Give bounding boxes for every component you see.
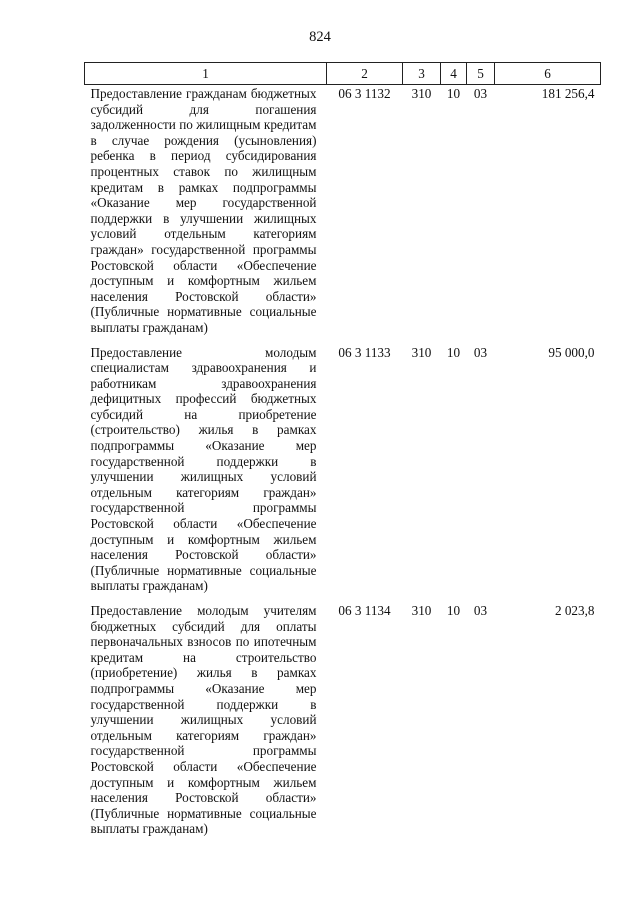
header-col-6: 6 (495, 63, 601, 85)
row-name: Предоставление молодым учителям бюджетных субсидий для оплаты первоначальных взносов по ипотечным кредитам на строительство (приобретение) жилья в рамках подпрограммы «Оказание мер государственной поддержки в улучшении жилищных условий отдельным категориям граждан» государственной программы Ростовской области «Обеспечение доступным и комфортным жильем населения Ростовской области» (Публичные нормативные социальные выплаты гражданам) (90, 603, 317, 837)
row-expense-type: 310 (411, 86, 432, 101)
header-row (85, 63, 601, 85)
header-col-4: 4 (441, 63, 467, 85)
table-row (85, 344, 601, 603)
header-col-1: 1 (85, 63, 327, 85)
row-section: 10 (446, 603, 461, 618)
row-section: 10 (446, 344, 461, 360)
row-name: Предоставление гражданам бюджетных субсидий для погашения задолженности по жилищным кредитам в случае рождения (усыновления) ребенка в период субсидирования процентных ставок по жилищным кредитам в рамках подпрограммы «Оказание мер государственной поддержки в улучшении жилищных условий отдельным категориям граждан» государственной программы Ростовской области «Обеспечение доступным и комфортным жильем населения Ростовской области» (Публичные нормативные социальные выплаты гражданам) (90, 86, 317, 335)
row-target-code: 06 3 1134 (338, 603, 391, 618)
row-subsection: 03 (473, 603, 488, 618)
header-col-3: 3 (403, 63, 441, 85)
header-col-2: 2 (327, 63, 403, 85)
row-target-code: 06 3 1132 (338, 86, 391, 101)
row-subsection: 03 (473, 86, 488, 101)
row-target-code: 06 3 1133 (338, 344, 391, 360)
row-expense-type: 310 (411, 603, 432, 618)
table-row (85, 602, 601, 845)
row-amount: 181 256,4 (541, 86, 595, 101)
row-amount: 2 023,8 (554, 603, 595, 618)
row-expense-type: 310 (411, 344, 432, 360)
budget-table (84, 62, 601, 845)
row-section: 10 (446, 86, 461, 101)
table-body (85, 85, 601, 845)
page-number: 824 (309, 29, 331, 45)
row-name: Предоставление молодым специалистам здравоохранения и работникам здравоохранения дефицитных профессий бюджетных субсидий на приобретение (строительство) жилья в рамках подпрограммы «Оказание мер государственной поддержки в улучшении жилищных условий отдельным категориям граждан» государственной программы Ростовской области «Обеспечение доступным и комфортным жильем населения Ростовской области» (Публичные нормативные социальные выплаты гражданам) (90, 344, 317, 594)
header-col-5: 5 (467, 63, 495, 85)
row-amount: 95 000,0 (548, 344, 595, 360)
row-subsection: 03 (473, 344, 488, 360)
table-row (85, 85, 601, 344)
table-header (85, 63, 601, 85)
